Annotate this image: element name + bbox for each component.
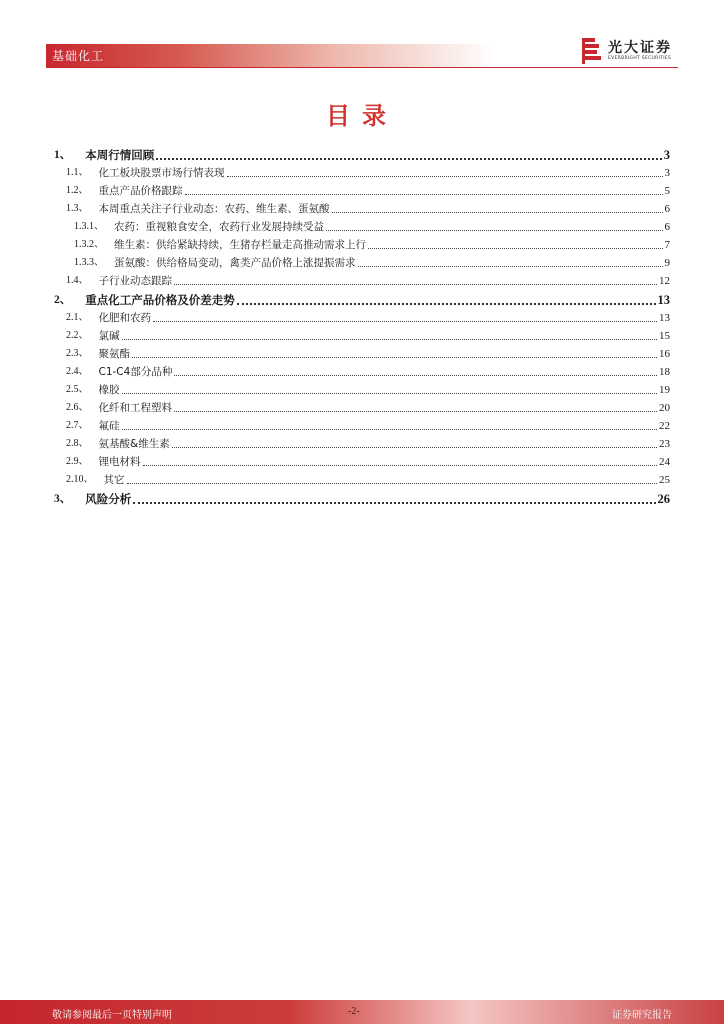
- toc-leader-dots: [122, 429, 658, 430]
- toc-leader-dots: [174, 375, 657, 376]
- header-divider: [46, 67, 678, 68]
- toc-entry-number: 1.3、: [66, 203, 89, 214]
- toc-entry-number: 1.2、: [66, 185, 89, 196]
- toc-entry[interactable]: [54, 380, 670, 398]
- toc-entry-title: 氟硅: [98, 420, 120, 432]
- toc-entry-number: 2.7、: [66, 420, 89, 431]
- toc-entry[interactable]: [54, 308, 670, 326]
- toc-leader-dots: [132, 357, 657, 358]
- toc-entry-number: 2.1、: [66, 312, 89, 323]
- toc-entry-page: 9: [664, 257, 670, 269]
- toc-entry-title: 重点产品价格跟踪: [98, 185, 183, 197]
- toc-leader-dots: [127, 483, 658, 484]
- toc-entry-number: 1.4、: [66, 275, 89, 286]
- toc-entry-number: 1.3.2、: [74, 239, 104, 250]
- header-bar: [46, 44, 494, 67]
- toc-entry-page: 23: [659, 438, 670, 450]
- toc-entry[interactable]: [54, 181, 670, 199]
- toc-entry-title: 聚氨酯: [98, 348, 130, 360]
- toc-entry[interactable]: [54, 452, 670, 470]
- toc-leader-dots: [174, 284, 657, 285]
- table-of-contents: [54, 144, 670, 507]
- toc-entry[interactable]: [54, 326, 670, 344]
- toc-entry[interactable]: [54, 488, 670, 507]
- toc-entry-title: 蛋氨酸：供给格局变动，禽类产品价格上涨提振需求: [114, 257, 356, 269]
- toc-leader-dots: [332, 212, 663, 213]
- toc-leader-dots: [122, 393, 658, 394]
- toc-entry[interactable]: [54, 434, 670, 452]
- toc-entry-page: 22: [659, 420, 670, 432]
- toc-entry-page: 13: [659, 312, 670, 324]
- footer-disclaimer: 敬请参阅最后一页特别声明: [52, 1010, 172, 1021]
- toc-entry-page: 15: [659, 330, 670, 342]
- toc-entry-number: 2.4、: [66, 366, 89, 377]
- toc-entry-page: 6: [664, 203, 670, 215]
- toc-leader-dots: [358, 266, 663, 267]
- toc-entry-page: 20: [659, 402, 670, 414]
- toc-entry-page: 12: [659, 275, 670, 287]
- toc-entry[interactable]: [54, 398, 670, 416]
- toc-entry-title: 氯碱: [98, 330, 120, 342]
- logo-text-cn: 光大证券: [608, 40, 672, 56]
- toc-entry-title: 维生素：供给紧缺持续，生猪存栏量走高推动需求上行: [114, 239, 366, 251]
- toc-entry-number: 2.6、: [66, 402, 89, 413]
- toc-entry-number: 2.2、: [66, 330, 89, 341]
- toc-leader-dots: [227, 176, 663, 177]
- toc-entry-title: 其它: [103, 474, 125, 486]
- toc-entry-title: C1-C4部分品种: [98, 366, 173, 378]
- toc-entry-number: 2.3、: [66, 348, 89, 359]
- toc-entry-title: 锂电材料: [98, 456, 141, 468]
- toc-entry-page: 18: [659, 366, 670, 378]
- toc-entry-page: 24: [659, 456, 670, 468]
- toc-entry-page: 3: [664, 167, 670, 179]
- toc-entry[interactable]: [54, 362, 670, 380]
- toc-entry-title: 子行业动态跟踪: [98, 275, 172, 287]
- toc-entry-title: 化纤和工程塑料: [98, 402, 172, 414]
- toc-entry[interactable]: [54, 199, 670, 217]
- toc-entry-number: 2.8、: [66, 438, 89, 449]
- company-logo: [582, 37, 678, 65]
- toc-entry-number: 1、: [54, 149, 72, 161]
- toc-entry-title: 橡胶: [98, 384, 120, 396]
- toc-entry[interactable]: [54, 144, 670, 163]
- toc-title: 目录: [326, 102, 398, 130]
- footer-report-type: 证券研究报告: [612, 1010, 672, 1021]
- toc-entry-page: 13: [657, 293, 670, 307]
- toc-entry-number: 3、: [54, 493, 72, 505]
- logo-mark-icon: [582, 38, 604, 64]
- toc-leader-dots: [185, 194, 663, 195]
- toc-entry-page: 25: [659, 474, 670, 486]
- toc-entry-title: 化肥和农药: [98, 312, 151, 324]
- toc-entry-title: 农药：重视粮食安全，农药行业发展持续受益: [114, 221, 324, 233]
- toc-entry-number: 2.5、: [66, 384, 89, 395]
- toc-entry-page: 6: [664, 221, 670, 233]
- toc-entry-number: 1.1、: [66, 167, 89, 178]
- toc-entry-title: 重点化工产品价格及价差走势: [85, 293, 235, 307]
- toc-entry-page: 16: [659, 348, 670, 360]
- toc-entry[interactable]: [54, 235, 670, 253]
- toc-entry[interactable]: [54, 470, 670, 488]
- toc-entry-number: 2、: [54, 294, 72, 306]
- toc-entry-page: 3: [663, 148, 670, 162]
- toc-leader-dots: [133, 502, 655, 504]
- toc-leader-dots: [237, 303, 656, 305]
- toc-entry[interactable]: [54, 163, 670, 181]
- toc-entry[interactable]: [54, 289, 670, 308]
- section-label: 基础化工: [52, 49, 105, 63]
- toc-leader-dots: [122, 339, 658, 340]
- toc-entry-page: 26: [657, 492, 670, 506]
- toc-entry-title: 本周重点关注子行业动态：农药、维生素、蛋氨酸: [98, 203, 330, 215]
- toc-entry-title: 化工板块股票市场行情表现: [98, 167, 225, 179]
- toc-entry[interactable]: [54, 253, 670, 271]
- toc-leader-dots: [143, 465, 658, 466]
- toc-leader-dots: [172, 447, 657, 448]
- toc-entry[interactable]: [54, 217, 670, 235]
- toc-entry-number: 1.3.3、: [74, 257, 104, 268]
- page-number: -2-: [348, 1006, 360, 1017]
- toc-leader-dots: [326, 230, 663, 231]
- toc-entry-page: 5: [664, 185, 670, 197]
- toc-entry-title: 氨基酸&维生素: [98, 438, 170, 450]
- toc-entry[interactable]: [54, 416, 670, 434]
- toc-leader-dots: [153, 321, 657, 322]
- toc-entry-title: 本周行情回顾: [85, 148, 155, 162]
- toc-entry-title: 风险分析: [85, 492, 132, 506]
- toc-entry[interactable]: [54, 271, 670, 289]
- toc-entry-number: 2.10、: [66, 474, 94, 485]
- toc-entry-page: 7: [664, 239, 670, 251]
- toc-entry[interactable]: [54, 344, 670, 362]
- logo-text-en: EVERBRIGHT SECURITIES: [608, 56, 672, 61]
- toc-leader-dots: [368, 248, 663, 249]
- toc-entry-page: 19: [659, 384, 670, 396]
- toc-leader-dots: [156, 158, 662, 160]
- toc-entry-number: 1.3.1、: [74, 221, 104, 232]
- toc-leader-dots: [174, 411, 657, 412]
- toc-entry-number: 2.9、: [66, 456, 89, 467]
